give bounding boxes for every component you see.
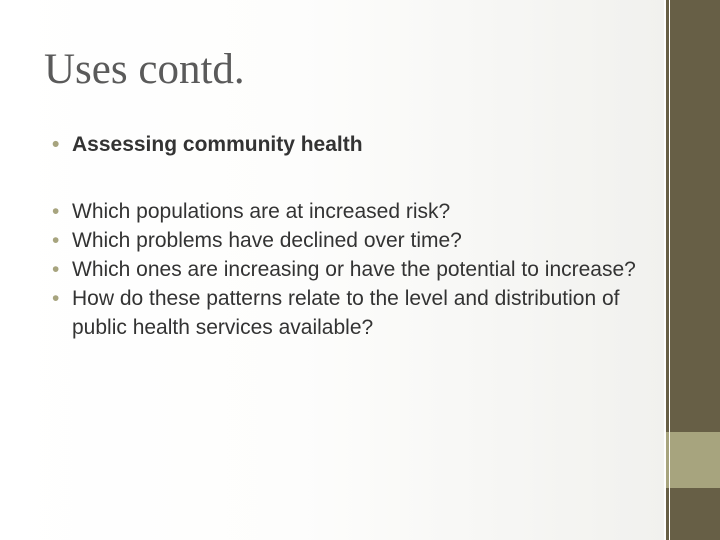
bullet-text: Assessing community health — [72, 133, 363, 156]
bullet-text: How do these patterns relate to the level and distribution of public health services available? — [72, 287, 620, 339]
bullet-item — [52, 197, 642, 226]
sidebar-divider-line — [664, 0, 666, 540]
bullet-text: Which populations are at increased risk? — [72, 200, 451, 223]
bullet-item-heading — [52, 130, 642, 159]
bullet-item — [52, 255, 642, 284]
bullet-text: Which problems have declined over time? — [72, 229, 462, 252]
slide-title: Uses contd. — [44, 46, 245, 93]
sidebar-band-accent — [666, 432, 720, 488]
bullet-icon: • — [52, 133, 60, 156]
bullet-icon: • — [52, 287, 60, 310]
bullet-icon: • — [52, 229, 60, 252]
sidebar-band-top — [666, 0, 720, 432]
bullet-list — [52, 130, 642, 342]
sidebar-divider-line-thin — [669, 0, 670, 540]
bullet-item — [52, 226, 642, 255]
bullet-item — [52, 284, 642, 342]
sidebar-band-bottom — [666, 488, 720, 540]
bullet-icon: • — [52, 258, 60, 281]
bullet-text: Which ones are increasing or have the potential to increase? — [72, 258, 636, 281]
bullet-icon: • — [52, 200, 60, 223]
